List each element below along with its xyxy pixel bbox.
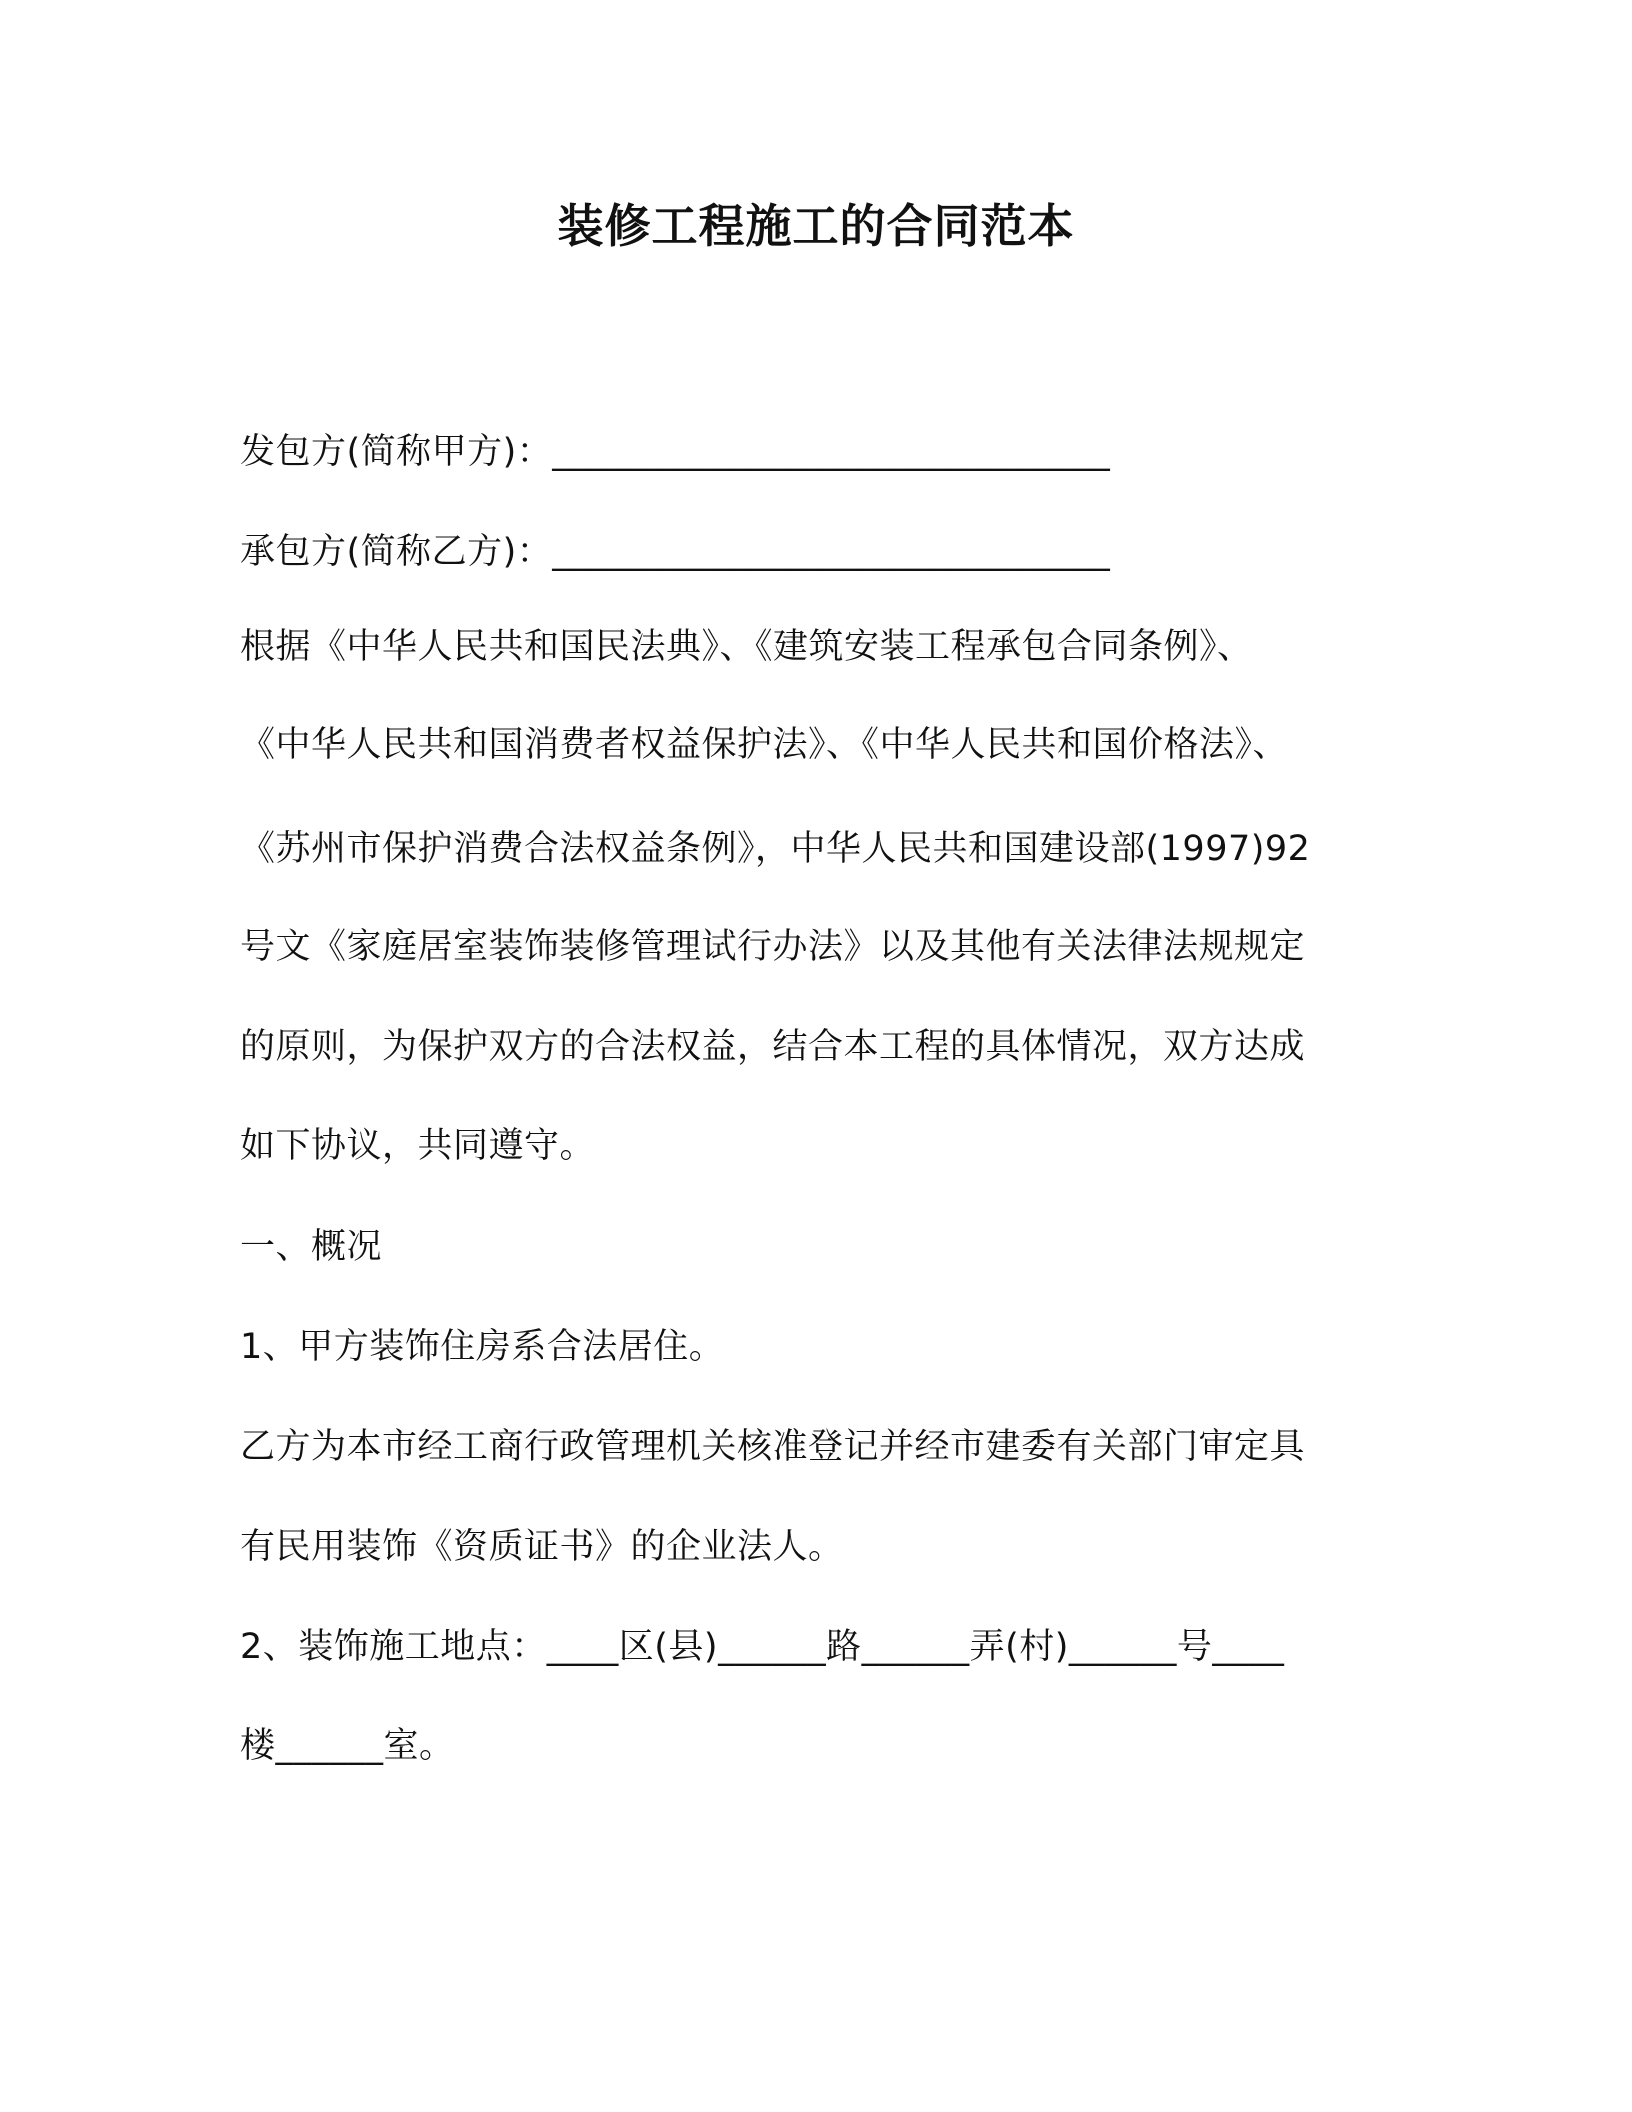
party-b-line: 承包方(简称乙方)：_______________________________ (240, 532, 1111, 572)
document-title: 装修工程施工的合同范本 (557, 199, 1075, 253)
preamble-line-1: 根据《中华人民共和国民法典》、《建筑安装工程承包合同条例》、 (240, 627, 1253, 667)
preamble-line-5: 的原则，为保护双方的合法权益，结合本工程的具体情况，双方达成 (240, 1027, 1306, 1067)
clause-2-continuation: 楼______室。 (240, 1726, 455, 1766)
preamble-line-4: 号文《家庭居室装饰装修管理试行办法》以及其他有关法律法规规定 (240, 927, 1306, 967)
clause-2-line: 2、装饰施工地点：____区(县)______路______弄(村)______号____ (240, 1627, 1285, 1667)
section-heading-overview: 一、概况 (240, 1227, 383, 1267)
clause-1-detail-line-2: 有民用装饰《资质证书》的企业法人。 (240, 1527, 844, 1567)
party-a-line: 发包方(简称甲方)：_______________________________ (240, 432, 1111, 472)
preamble-line-2: 《中华人民共和国消费者权益保护法》、《中华人民共和国价格法》、 (240, 725, 1289, 765)
preamble-line-6: 如下协议，共同遵守。 (240, 1126, 596, 1166)
clause-1-detail-line-1: 乙方为本市经工商行政管理机关核准登记并经市建委有关部门审定具 (240, 1427, 1306, 1467)
preamble-line-3: 《苏州市保护消费合法权益条例》，中华人民共和国建设部(1997)92 (240, 829, 1311, 869)
clause-1-line: 1、甲方装饰住房系合法居住。 (240, 1327, 725, 1367)
